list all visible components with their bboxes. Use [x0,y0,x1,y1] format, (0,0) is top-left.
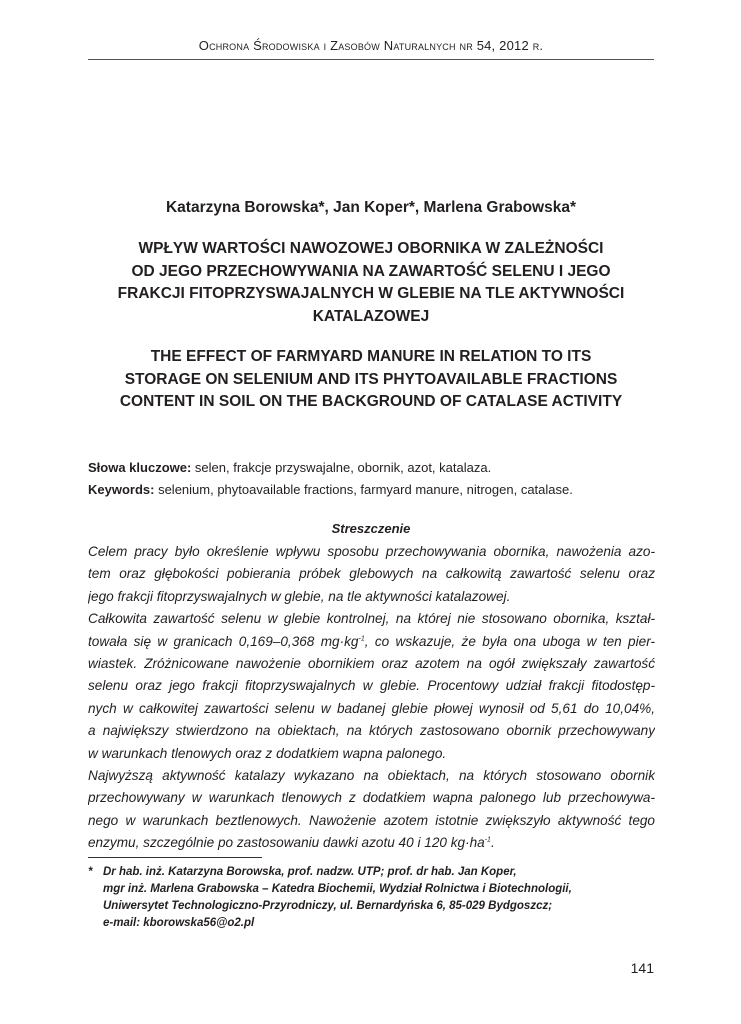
title-english-line: CONTENT IN SOIL ON THE BACKGROUND OF CATALASE ACTIVITY [119,393,623,410]
keywords-polish-text: selen, frakcje przyswajalne, obornik, azot, katalaza. [191,460,492,475]
footnote-line: Uniwersytet Technologiczno-Przyrodniczy, ul. Bernardyńska 6, 85-029 Bydgoszcz; [103,900,553,912]
footnote-rule [88,857,262,858]
title-polish-line: FRAKCJI FITOPRZYSWAJALNYCH W GLEBIE NA TLE AKTYWNOŚCI [117,285,625,302]
keywords-polish-label: Słowa kluczowe: [88,460,192,475]
footnote-line [88,864,668,881]
abstract-line [88,832,655,854]
keywords-polish [88,457,668,479]
abstract-line: tem oraz głębokości pobierania próbek glebowych na całkowitą zawartość selenu oraz [88,566,655,582]
abstract-line: Najwyższą aktywność katalazy wykazano na obiektach, na których stosowano obornik [88,767,655,783]
authors: Katarzyna Borowska*, Jan Koper*, Marlena Grabowska* [165,199,577,216]
abstract-text: . [490,835,495,851]
unit-exponent: -1 [358,635,365,643]
abstract-heading: Streszczenie [331,521,411,536]
keywords-english [88,479,668,501]
keywords-english-text: selenium, phytoavailable fractions, farmyard manure, nitrogen, catalase. [154,482,573,497]
title-polish-line: WPŁYW WARTOŚCI NAWOZOWEJ OBORNIKA W ZALEŻNOŚCI [138,240,604,257]
footnote-line: mgr inż. Marlena Grabowska – Katedra Biochemii, Wydział Rolnictwa i Biotechnologii, [103,883,572,895]
page-number: 141 [630,960,654,976]
title-english [70,346,672,414]
footnote-marker: * [88,866,93,878]
abstract-text: towała się w granicach 0,169–0,368 mg·kg [88,633,359,649]
abstract-text: enzymu, szczególnie po zastosowaniu dawki azotu 40 i 120 kg·ha [88,835,485,851]
title-polish-line: OD JEGO PRZECHOWYWANIA NA ZAWARTOŚĆ SELENU I JEGO [131,262,611,280]
keywords-english-label: Keywords: [88,482,155,497]
title-english-line: THE EFFECT OF FARMYARD MANURE IN RELATION TO ITS [150,348,592,365]
abstract-line [88,631,655,653]
abstract-line: selenu oraz jego frakcji fitoprzyswajalnych w glebie. Procentowy udział frakcji fitodostęp- [88,678,655,694]
abstract-line: Całkowita zawartość selenu w glebie kontrolnej, na której nie stosowano obornika, kształ- [88,611,655,627]
footnote [88,864,668,932]
abstract-line: przechowywany w warunkach tlenowych z dodatkiem wapna palonego lub przechowywa- [88,790,655,806]
title-polish-line: KATALAZOWEJ [312,307,430,325]
abstract-line: a największy stwierdzono na obiektach, na których zastosowano obornik przechowywany [88,723,655,739]
abstract-line: w warunkach tlenowych oraz z dodatkiem wapna palonego. [88,745,447,761]
abstract-body [88,541,655,854]
abstract-line: Celem pracy było określenie wpływu sposobu przechowywania obornika, nawożenia azo- [88,544,655,559]
abstract-line: wiastek. Zróżnicowane nawożenie obornikiem oraz azotem na ogół zwiększały zawartość [88,655,655,671]
abstract-line: nego w warunkach beztlenowych. Nawożenie azotem istotnie zwiększyło aktywność tego [88,812,655,828]
abstract-text: , co wskazuje, że była ona uboga w ten pier- [364,633,655,649]
footnote-line: e-mail: kborowska56@o2.pl [103,917,255,929]
title-polish [70,238,672,328]
running-header: Ochrona Środowiska i Zasobów Naturalnych nr 54, 2012 r. [198,38,544,53]
title-english-line: STORAGE ON SELENIUM AND ITS PHYTOAVAILABLE FRACTIONS [124,370,618,388]
footnote-text: Dr hab. inż. Katarzyna Borowska, prof. nadzw. UTP; prof. dr hab. Jan Koper, [103,866,517,878]
unit-exponent: -1 [484,836,491,844]
header-rule [88,59,654,60]
abstract-line: jego frakcji fitoprzyswajalnych w glebie, na tle aktywności katalazowej. [88,588,511,604]
abstract-line: nych w całkowitej zawartości selenu w badanej glebie płowej wynosił od 5,61 do 10,04%, [88,700,655,716]
